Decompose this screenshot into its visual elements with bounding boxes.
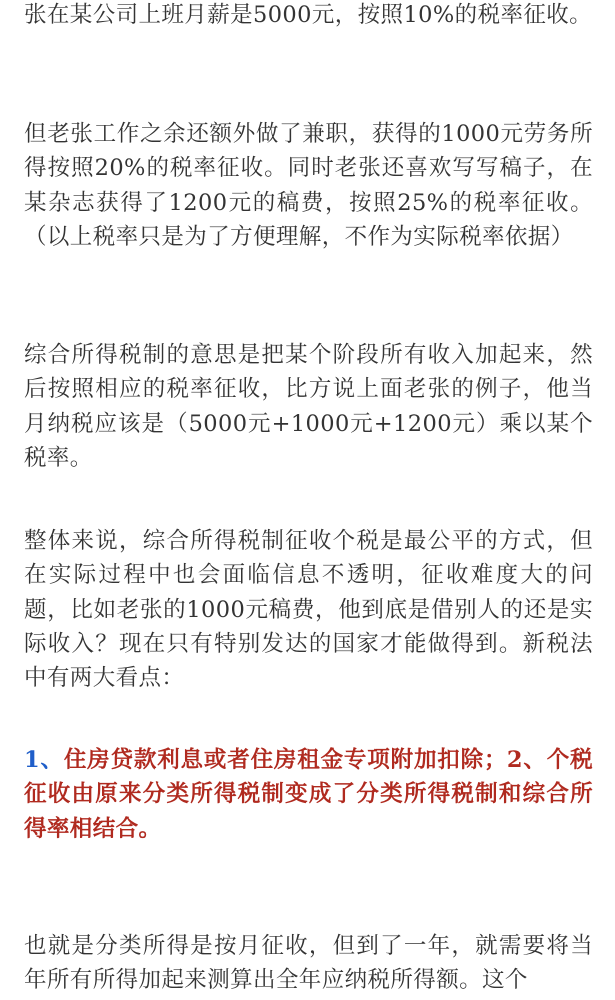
paragraph-salary: 张在某公司上班月薪是5000元，按照10%的税率征收。 <box>24 2 593 28</box>
highlight-text-2: 个税征收由原来分类所得税制变成了分类所得税制和综合所得率相结合。 <box>24 747 593 842</box>
highlight-number-1: 1、 <box>24 747 64 773</box>
paragraph-highlights <box>24 743 593 846</box>
paragraph-comprehensive-tax: 综合所得税制的意思是把某个阶段所有收入加起来，然后按照相应的税率征收，比方说上面老张的例子，他当月纳税应该是（5000元+1000元+1200元）乘以某个税率。 <box>24 342 593 471</box>
paragraph-side-income: 但老张工作之余还额外做了兼职，获得的1000元劳务所得按照20%的税率征收。同时老张还喜欢写写稿子，在某杂志获得了1200元的稿费，按照25%的税率征收。（以上税率只是为了方便理解，不作为实际税率依据） <box>24 121 593 250</box>
highlight-number-2: 2、 <box>506 747 547 773</box>
paragraph-fairness: 整体来说，综合所得税制征收个税是最公平的方式，但在实际过程中也会面临信息不透明，征收难度大的问题，比如老张的1000元稿费，他到底是借别人的还是实际收入？现在只有特别发达的国家才能做得到。新税法中有两大看点： <box>24 528 593 692</box>
paragraph-annual-calculation: 也就是分类所得是按月征收，但到了一年，就需要将当年所有所得加起来测算出全年应纳税所得额。这个 <box>24 933 593 994</box>
highlight-text-1: 住房贷款利息或者住房租金专项附加扣除； <box>63 747 507 773</box>
